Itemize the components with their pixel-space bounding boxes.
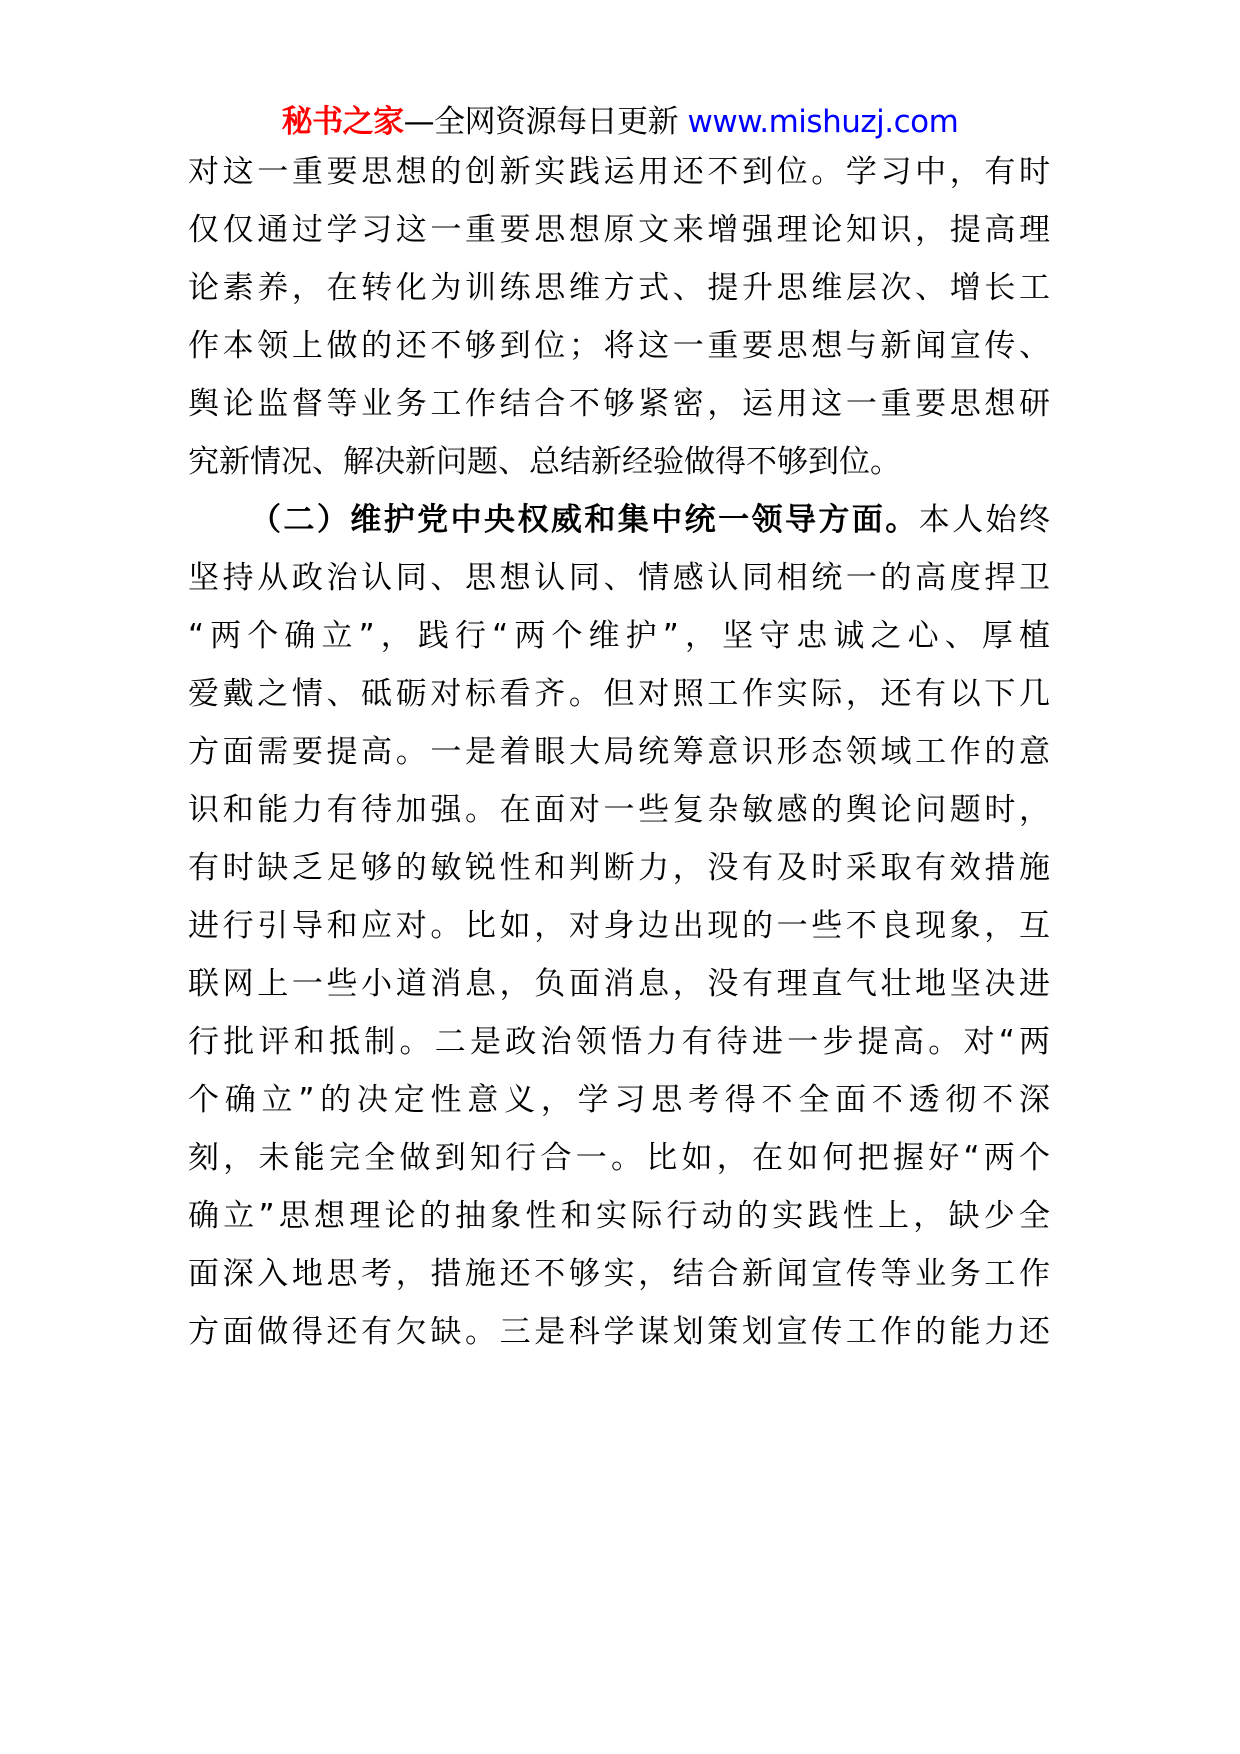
text-line: 爱戴之情、砥砺对标看齐。但对照工作实际，还有以下几	[188, 676, 1050, 712]
text-line: 面深入地思考，措施还不够实，结合新闻宣传等业务工作	[188, 1256, 1050, 1292]
page-header	[0, 100, 1240, 144]
heading-continuation: 本人始终	[918, 502, 1050, 538]
text-line: 仅仅通过学习这一重要思想原文来增强理论知识，提高理	[188, 212, 1050, 248]
text-line: 刻，未能完全做到知行合一。比如，在如何把握好“两个	[188, 1140, 1050, 1176]
paragraph-first-line	[250, 487, 1050, 553]
text-line: 作本领上做的还不够到位；将这一重要思想与新闻宣传、	[188, 328, 1050, 364]
text-line: 联网上一些小道消息，负面消息，没有理直气壮地坚决进	[188, 966, 1050, 1002]
text-line: 识和能力有待加强。在面对一些复杂敏感的舆论问题时，	[188, 792, 1050, 828]
text-line: 舆论监督等业务工作结合不够紧密，运用这一重要思想研	[188, 386, 1050, 422]
text-line: 对这一重要思想的创新实践运用还不到位。学习中，有时	[188, 154, 1050, 190]
text-line: 有时缺乏足够的敏锐性和判断力，没有及时采取有效措施	[188, 850, 1050, 886]
text-line: 确立”思想理论的抽象性和实际行动的实践性上，缺少全	[188, 1198, 1050, 1234]
site-url-link[interactable]: www.mishuzj.com	[687, 104, 959, 140]
section-heading: （二）维护党中央权威和集中统一领导方面。	[250, 502, 919, 538]
text-line: 论素养，在转化为训练思维方式、提升思维层次、增长工	[188, 270, 1050, 306]
text-line: 坚持从政治认同、思想认同、情感认同相统一的高度捍卫	[188, 560, 1050, 596]
text-line: 进行引导和应对。比如，对身边出现的一些不良现象，互	[188, 908, 1050, 944]
text-line: 行批评和抵制。二是政治领悟力有待进一步提高。对“两	[188, 1024, 1050, 1060]
text-line: 究新情况、解决新问题、总结新经验做得不够到位。	[188, 444, 901, 480]
text-line: 方面做得还有欠缺。三是科学谋划策划宣传工作的能力还	[188, 1314, 1050, 1350]
text-line: 个确立”的决定性意义，学习思考得不全面不透彻不深	[188, 1082, 1050, 1118]
brand-name: 秘书之家	[281, 104, 404, 140]
header-tagline: —全网资源每日更新	[403, 104, 688, 140]
text-line: “两个确立”，践行“两个维护”，坚守忠诚之心、厚植	[188, 618, 1050, 654]
text-line: 方面需要提高。一是着眼大局统筹意识形态领域工作的意	[188, 734, 1050, 770]
